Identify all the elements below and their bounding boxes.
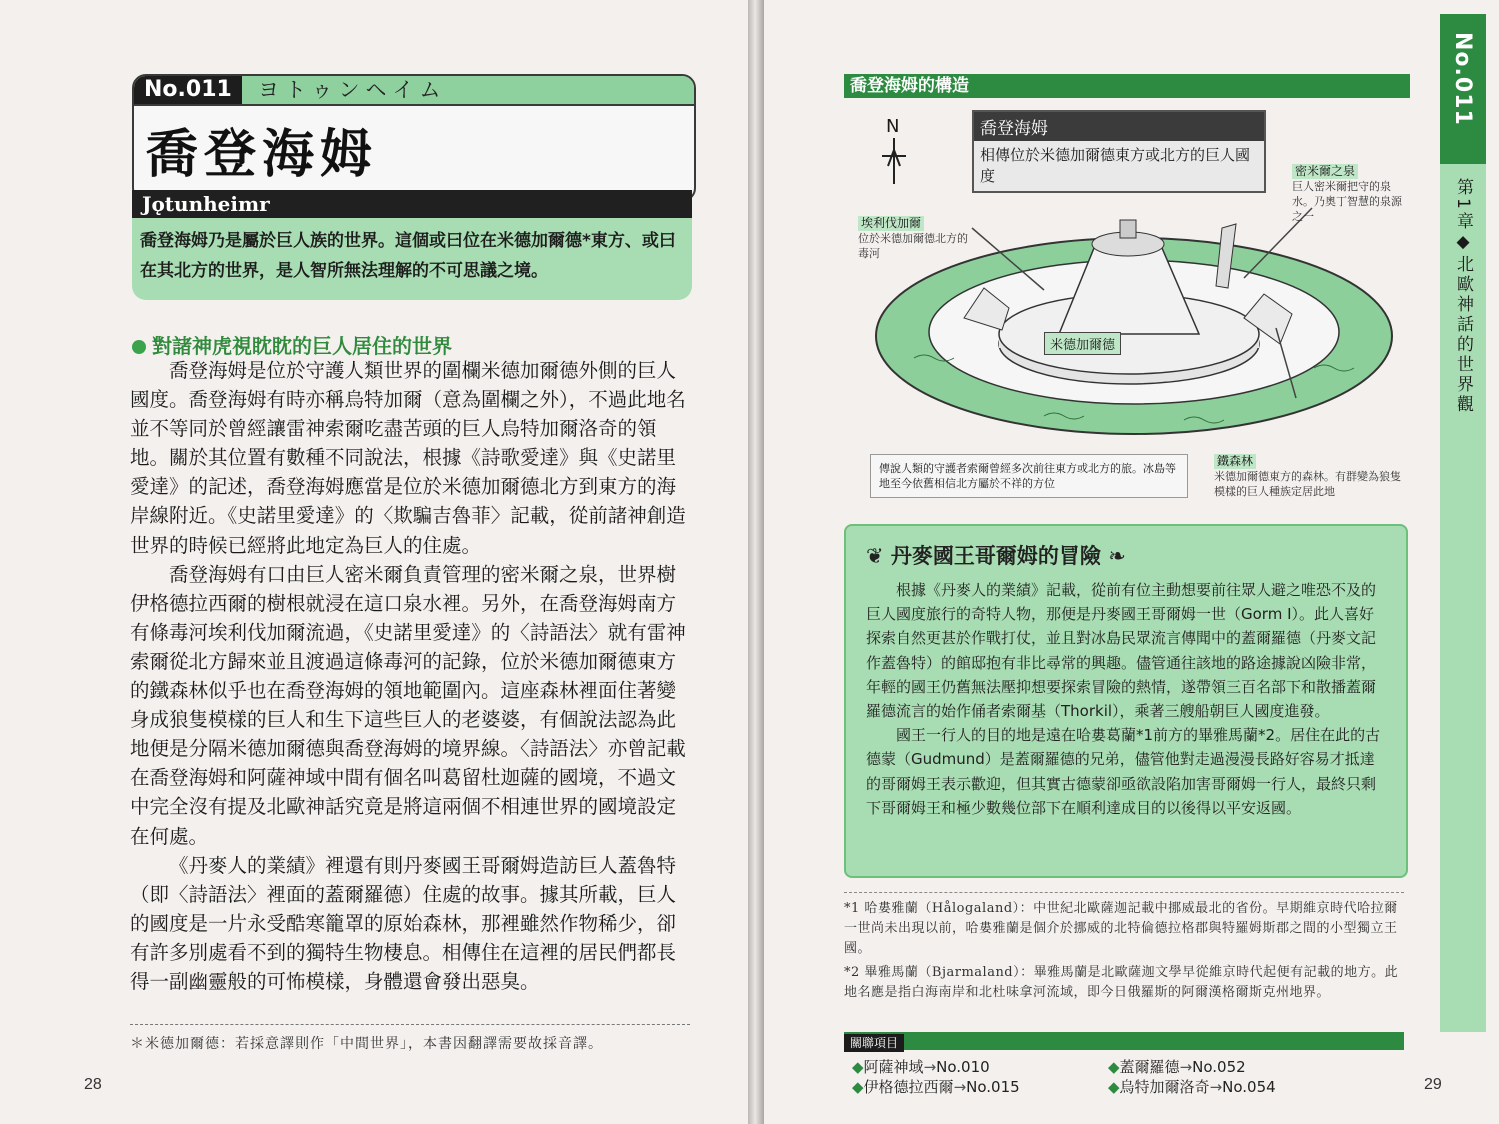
paragraph: 國王一行人的目的地是遠在哈婁葛蘭*1前方的畢雅馬蘭*2。居住在此的古德蒙（Gudmund）是蓋爾羅德的兄弟，儘管他對走過漫漫長路好容易才抵達的哥爾姆王表示歡迎，但其實古德蒙卻亟欲設陷加害哥爾姆一行人，最終只剩下哥爾姆王和極少數幾位部下在順利達成目的以後得以平安返國。	[866, 726, 1381, 817]
side-tab	[1440, 14, 1486, 1032]
left-page	[0, 0, 748, 1124]
footnote: *1 哈婁雅蘭（Hålogaland）：中世紀北歐薩迦記載中挪威最北的省份。早期維京時代哈拉爾一世尚未出現以前，哈婁雅蘭是個介於挪威的北特倫德拉格郡與特羅姆斯郡之間的小型獨立王國。	[844, 901, 1398, 956]
latin-name: Jǫtunheimr	[142, 192, 270, 216]
side-tab-chapter: 第1章◆北歐神話的世界觀	[1453, 178, 1473, 415]
ironwood-label-text: 米德加爾德東方的森林。有群變為狼隻模樣的巨人種族定居此地	[1214, 470, 1401, 498]
side-tab-number: No.011	[1440, 14, 1486, 164]
figure-title: 喬登海姆的構造	[844, 74, 1410, 98]
section-heading	[132, 330, 452, 359]
paragraph: 根據《丹麥人的業績》記載，從前有位主動想要前往眾人避之唯恐不及的巨人國度旅行的奇特人物，那便是丹麥國王哥爾姆一世（Gorm I）。此人喜好探索自然更甚於作戰打仗，並且對冰島民眾流言傳聞中的蓋爾羅德（丹麥文記作蓋魯特）的館邸抱有非比尋常的興趣。儘管通往該地的路途據說凶險非常，年輕的國王仍舊無法壓抑想要探索冒險的熱情，遂帶領三百名部下和散播蓋爾羅德流言的始作俑者索爾基（Thorkil），乘著三艘船朝巨人國度進發。	[866, 581, 1377, 721]
elivagar-label-title: 埃利伐加爾	[858, 216, 924, 231]
paragraph: 喬登海姆是位於守護人類世界的圍欄米德加爾德外側的巨人國度。喬登海姆有時亦稱烏特加爾（意為圍欄之外），不過此地名並不等同於曾經讓雷神索爾吃盡苦頭的巨人烏特加爾洛奇的領地。關於其位置有數種不同說法，根據《詩歌愛達》與《史諾里愛達》的記述，喬登海姆應當是位於米德加爾德北方到東方的海岸線附近。《史諾里愛達》的〈欺騙吉魯菲〉記載，從前諸神創造世界的時候已經將此地定為巨人的住處。	[130, 359, 686, 557]
footnote: *2 畢雅馬蘭（Bjarmaland）：畢雅馬蘭是北歐薩迦文學早從維京時代起便有記載的地方。此地名應是指白海南岸和北杜味拿河流域，即今日俄羅斯的阿爾漢格爾斯克州地界。	[844, 965, 1399, 1000]
main-label-title: 喬登海姆	[974, 112, 1264, 141]
entry-title: 喬登海姆	[146, 125, 379, 185]
compass-north-label: N	[886, 116, 900, 137]
main-label-text: 相傳位於米德加爾德東方或北方的巨人國度	[974, 141, 1264, 191]
elivagar-label	[858, 216, 978, 261]
mimir-label-title: 密米爾之泉	[1292, 164, 1358, 179]
main-label	[972, 110, 1266, 193]
ornament-icon: ❧	[1100, 544, 1126, 568]
related-bar	[844, 1032, 1404, 1050]
section-heading-text: 對諸神虎視眈眈的巨人居住的世界	[152, 334, 452, 358]
elivagar-label-text: 位於米德加爾德北方的毒河	[858, 232, 968, 260]
ironwood-label	[1214, 454, 1404, 499]
entry-number: No.011	[134, 76, 242, 104]
related-item[interactable]: ◆阿薩神域→No.010	[852, 1058, 990, 1076]
related-heading: 關聯項目	[844, 1034, 904, 1052]
ornament-icon: ❦	[866, 544, 891, 568]
entry-kana: ヨトゥンヘイム	[258, 78, 447, 102]
ironwood-label-title: 鐵森林	[1214, 454, 1256, 469]
related-item[interactable]: ◆蓋爾羅德→No.052	[1108, 1058, 1246, 1076]
latin-name-bar	[132, 190, 692, 218]
footnote: ＊米德加爾德：若採意譯則作「中間世界」，本書因翻譯需要故採音譯。	[130, 1024, 690, 1053]
column-box	[844, 524, 1408, 878]
right-page	[764, 0, 1499, 1124]
midgard-label: 米德加爾德	[1044, 332, 1121, 355]
paragraph: 《丹麥人的業績》裡還有則丹麥國王哥爾姆造訪巨人蓋魯特（即〈詩語法〉裡面的蓋爾羅德）住處的故事。據其所載，巨人的國度是一片永受酷寒籠罩的原始森林，那裡雖然作物稀少，卻有許多別處看不到的獨特生物棲息。相傳住在這裡的居民們都長得一副幽靈般的可怖模樣，身體還會發出惡臭。	[130, 853, 677, 993]
entry-header	[132, 74, 696, 202]
mimir-label-text: 巨人密米爾把守的泉水。乃奧丁智慧的泉源之一	[1292, 180, 1402, 223]
mimir-label	[1292, 164, 1404, 224]
column-heading: ❦ 丹麥國王哥爾姆的冒險 ❧	[866, 544, 1126, 568]
page-number: 28	[84, 1076, 102, 1093]
column-body	[866, 578, 1386, 820]
footnotes	[844, 892, 1404, 1007]
page-number: 29	[1424, 1076, 1442, 1093]
summary: 喬登海姆乃是屬於巨人族的世界。這個或曰位在米德加爾德*東方、或曰在其北方的世界，是人智所無法理解的不可思議之境。	[132, 218, 692, 300]
paragraph: 喬登海姆有口由巨人密米爾負責管理的密米爾之泉，世界樹伊格德拉西爾的樹根就浸在這口泉水裡。另外，在喬登海姆南方有條毒河埃利伐加爾流過，《史諾里愛達》的〈詩語法〉就有雷神索爾從北方歸來並且渡過這條毒河的記錄，位於米德加爾德東方的鐵森林似乎也在喬登海姆的領地範圍內。這座森林裡面住著變身成狼隻模樣的巨人和生下這些巨人的老婆婆，有個說法認為此地便是分隔米德加爾德與喬登海姆的境界線。〈詩語法〉亦曾記載在喬登海姆和阿薩神域中間有個名叫葛留杜迦薩的國境，不過文中完全沒有提及北歐神話究竟是將這兩個不相連世界的國境設定在何處。	[130, 562, 686, 848]
related-item[interactable]: ◆伊格德拉西爾→No.015	[852, 1078, 1020, 1096]
body-text	[130, 356, 692, 996]
structure-figure	[844, 98, 1409, 510]
book-gutter	[748, 0, 764, 1124]
related-item[interactable]: ◆烏特加爾洛奇→No.054	[1108, 1078, 1276, 1096]
figure-caption: 傳說人類的守護者索爾曾經多次前往東方或北方的旅。冰島等地至今依舊相信北方屬於不祥的方位	[870, 454, 1188, 498]
bullet-icon	[132, 340, 146, 354]
